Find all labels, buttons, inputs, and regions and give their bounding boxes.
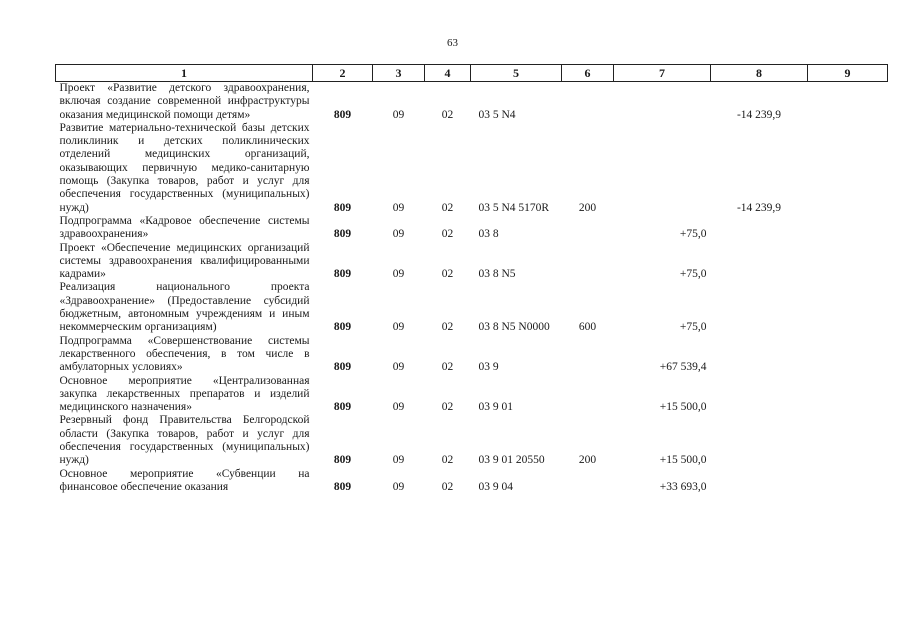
row-description: Подпрограмма «Кадровое обеспечение системы здравоохранения» xyxy=(59,214,310,241)
row-section-code: 09 xyxy=(392,228,405,241)
table-row xyxy=(56,122,888,215)
row-amount-col9 xyxy=(808,335,888,375)
row-target-article: 03 9 04 xyxy=(478,480,513,493)
row-grbs-code: 809 xyxy=(333,268,352,281)
row-section-code: 09 xyxy=(392,201,405,214)
row-description: Подпрограмма «Совершенствование системы лекарственного обеспечения, в том числе в амбулаторных условиях» xyxy=(59,334,310,374)
row-expense-type xyxy=(562,215,614,242)
table-row xyxy=(56,468,888,495)
row-target-article: 03 8 xyxy=(478,228,499,241)
row-expense-type xyxy=(562,82,614,122)
column-header-4: 4 xyxy=(425,65,471,82)
row-amount-col7: +75,0 xyxy=(679,228,707,241)
table-row xyxy=(56,82,888,122)
column-header-2: 2 xyxy=(313,65,373,82)
budget-table xyxy=(55,64,888,494)
row-amount-col7: +67 539,4 xyxy=(659,361,707,374)
row-section-code: 09 xyxy=(392,480,405,493)
row-amount-col9 xyxy=(808,468,888,495)
row-section-code: 09 xyxy=(392,268,405,281)
table-row xyxy=(56,215,888,242)
column-number-header xyxy=(56,65,888,82)
column-header-8: 8 xyxy=(711,65,808,82)
column-header-7: 7 xyxy=(614,65,711,82)
row-amount-col8 xyxy=(711,215,808,242)
row-amount-col8 xyxy=(711,468,808,495)
row-amount-col7: +75,0 xyxy=(679,268,707,281)
row-expense-type xyxy=(562,375,614,415)
row-subsection-code: 02 xyxy=(441,268,454,281)
row-subsection-code: 02 xyxy=(441,201,454,214)
row-description: Основное мероприятие «Централизованная закупка лекарственных препаратов и изделий медицинского назначения» xyxy=(59,374,310,414)
row-description: Основное мероприятие «Субвенции на финансовое обеспечение оказания xyxy=(59,467,310,493)
page-number: 63 xyxy=(447,37,458,49)
row-amount-col7: +33 693,0 xyxy=(659,480,707,493)
row-description: Проект «Обеспечение медицинских организаций системы здравоохранения квалифицированными кадрами» xyxy=(59,241,310,281)
row-subsection-code: 02 xyxy=(441,108,454,121)
column-header-5: 5 xyxy=(471,65,562,82)
row-amount-col8 xyxy=(711,414,808,467)
row-description: Реализация национального проекта «Здравоохранение» (Предоставление субсидий бюджетным, автономным учреждениям и иным некоммерческим организациям) xyxy=(59,281,310,334)
column-header-1: 1 xyxy=(56,65,313,82)
row-section-code: 09 xyxy=(392,401,405,414)
row-expense-type: 600 xyxy=(578,321,597,334)
row-target-article: 03 5 N4 5170R xyxy=(478,201,550,214)
row-subsection-code: 02 xyxy=(441,321,454,334)
row-amount-col9 xyxy=(808,122,888,215)
column-header-3: 3 xyxy=(373,65,425,82)
row-expense-type xyxy=(562,335,614,375)
row-target-article: 03 9 01 xyxy=(478,401,513,414)
row-amount-col8: -14 239,9 xyxy=(736,201,782,214)
row-amount-col9 xyxy=(808,215,888,242)
table-row xyxy=(56,281,888,334)
table-row xyxy=(56,242,888,282)
row-subsection-code: 02 xyxy=(441,361,454,374)
row-amount-col8 xyxy=(711,242,808,282)
row-grbs-code: 809 xyxy=(333,228,352,241)
row-grbs-code: 809 xyxy=(333,321,352,334)
column-header-6: 6 xyxy=(562,65,614,82)
row-amount-col8 xyxy=(711,281,808,334)
row-subsection-code: 02 xyxy=(441,480,454,493)
row-amount-col9 xyxy=(808,375,888,415)
row-description: Резервный фонд Правительства Белгородской области (Закупка товаров, работ и услуг для обеспечения государственных (муниципальных) нужд) xyxy=(59,414,310,467)
row-amount-col8: -14 239,9 xyxy=(736,108,782,121)
row-grbs-code: 809 xyxy=(333,108,352,121)
row-section-code: 09 xyxy=(392,108,405,121)
row-subsection-code: 02 xyxy=(441,228,454,241)
row-amount-col9 xyxy=(808,242,888,282)
row-amount-col9 xyxy=(808,82,888,122)
table-row xyxy=(56,375,888,415)
row-target-article: 03 5 N4 xyxy=(478,108,516,121)
row-expense-type: 200 xyxy=(578,454,597,467)
table-row xyxy=(56,414,888,467)
row-target-article: 03 8 N5 xyxy=(478,268,516,281)
row-section-code: 09 xyxy=(392,361,405,374)
row-amount-col9 xyxy=(808,414,888,467)
row-amount-col7: +75,0 xyxy=(679,321,707,334)
column-header-9: 9 xyxy=(808,65,888,82)
row-grbs-code: 809 xyxy=(333,361,352,374)
row-grbs-code: 809 xyxy=(333,201,352,214)
row-grbs-code: 809 xyxy=(333,480,352,493)
row-subsection-code: 02 xyxy=(441,401,454,414)
row-grbs-code: 809 xyxy=(333,401,352,414)
row-amount-col7 xyxy=(614,82,711,122)
row-amount-col7: +15 500,0 xyxy=(659,454,707,467)
row-target-article: 03 8 N5 N0000 xyxy=(478,321,550,334)
row-amount-col8 xyxy=(711,375,808,415)
row-amount-col9 xyxy=(808,281,888,334)
row-amount-col7: +15 500,0 xyxy=(659,401,707,414)
row-description: Проект «Развитие детского здравоохранения, включая создание современной инфраструктуры оказания медицинской помощи детям» xyxy=(59,82,310,121)
row-amount-col8 xyxy=(711,335,808,375)
row-expense-type: 200 xyxy=(578,201,597,214)
row-grbs-code: 809 xyxy=(333,454,352,467)
table-row xyxy=(56,335,888,375)
row-target-article: 03 9 01 20550 xyxy=(478,454,545,467)
row-target-article: 03 9 xyxy=(478,361,499,374)
row-section-code: 09 xyxy=(392,321,405,334)
row-amount-col7 xyxy=(614,122,711,215)
row-expense-type xyxy=(562,468,614,495)
row-subsection-code: 02 xyxy=(441,454,454,467)
row-description: Развитие материально-технической базы детских поликлиник и детских поликлинических отделений медицинских организаций, оказывающих первичную медико-санитарную помощь (Закупка товаров, работ и услуг для обеспечения государственных (муниципальных) нужд) xyxy=(59,121,310,214)
row-expense-type xyxy=(562,242,614,282)
row-section-code: 09 xyxy=(392,454,405,467)
